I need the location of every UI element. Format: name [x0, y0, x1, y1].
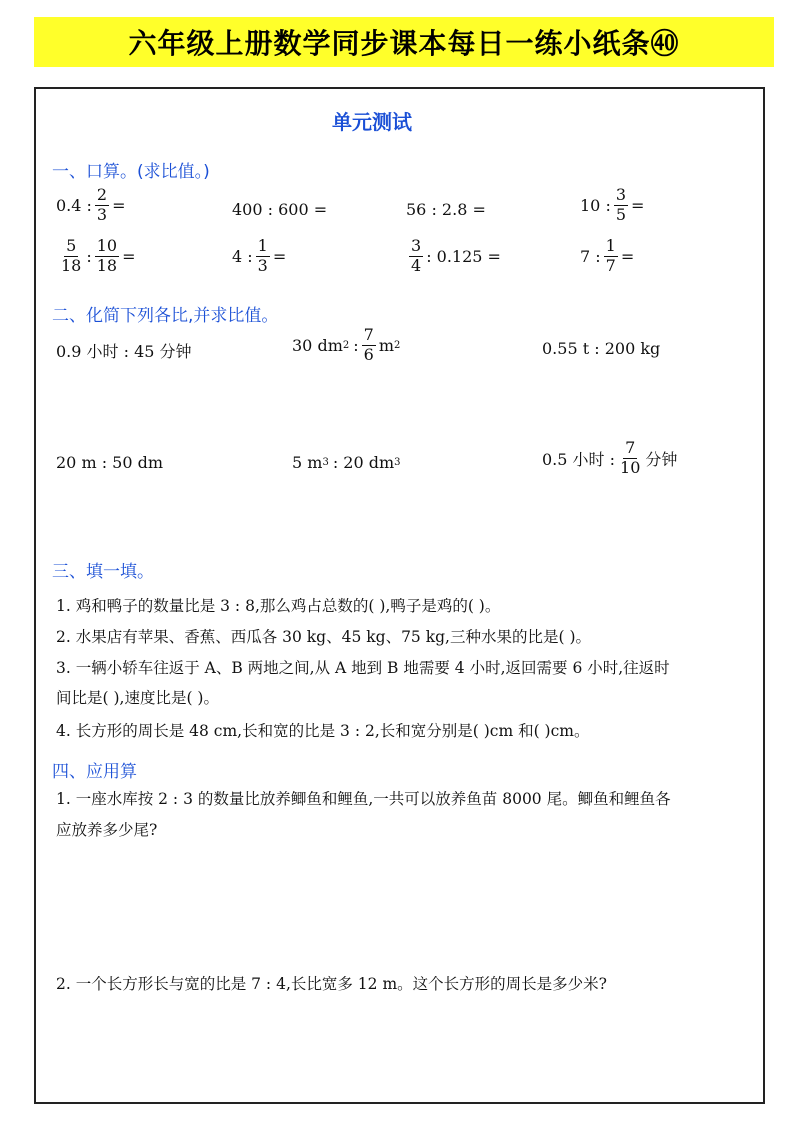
worksheet-title: 六年级上册数学同步课本每日一练小纸条㊵	[128, 27, 680, 60]
ratio-2-2: 5 m 3 : 20 dm 3	[292, 453, 401, 472]
fraction: $\frac{7}{10}$	[620, 438, 641, 477]
calc-1-2: 400 : 600 =	[232, 200, 328, 219]
header-banner	[34, 17, 774, 67]
word-problem-1-line-2: 应放养多少尾?	[56, 821, 158, 839]
calc-2-2: 4 : $\frac{1}{3}$ =	[232, 236, 287, 275]
calc-2-1: $\frac{5}{18}$ : $\frac{10}{18}$ =	[61, 236, 136, 275]
fraction: $\frac{7}{6}$	[363, 325, 374, 364]
section-4-heading: 四、应用算	[52, 762, 137, 782]
fraction: $\frac{2}{3}$	[96, 185, 108, 224]
calc-1-1: 0.4 : $\frac{2}{3}$ =	[56, 185, 126, 224]
ratio-1-3: 0.55 t : 200 kg	[542, 339, 661, 358]
ratio-2-1: 20 m : 50 dm	[56, 453, 164, 472]
ratio-1-2: 30 dm 2 : $\frac{7}{6}$ m 2	[292, 325, 401, 364]
fraction: $\frac{3}{4}$	[411, 236, 422, 275]
word-problem-1-line-1: 1. 一座水库按 2 : 3 的数量比放养鲫鱼和鲤鱼,一共可以放养鱼苗 8000 尾。鲫鱼和鲤鱼各	[56, 790, 671, 808]
calc-1-1-lead: 0.4 :	[56, 195, 92, 215]
section-3-heading: 三、填一填。	[52, 562, 154, 582]
fraction: $\frac{10}{18}$	[96, 236, 118, 275]
fraction: $\frac{1}{7}$	[605, 236, 616, 275]
fill-question-4: 4. 长方形的周长是 48 cm,长和宽的比是 3 : 2,长和宽分别是( )cm 和( )cm。	[56, 722, 590, 740]
ratio-1-1: 0.9 小时 : 45 分钟	[56, 342, 192, 361]
section-1-heading: 一、口算。(求比值。)	[52, 162, 210, 182]
calc-2-3: $\frac{3}{4}$ : 0.125 =	[411, 236, 501, 275]
calc-2-4: 7 : $\frac{1}{7}$ =	[580, 236, 635, 275]
fraction: $\frac{3}{5}$	[615, 185, 627, 224]
unit-test-title: 单元测试	[332, 110, 412, 134]
fill-question-3-line-1: 3. 一辆小轿车往返于 A、B 两地之间,从 A 地到 B 地需要 4 小时,返回需要 6 小时,往返时	[56, 659, 670, 677]
worksheet-sheet	[34, 87, 765, 1104]
calc-1-3: 56 : 2.8 =	[406, 200, 486, 219]
section-2-heading: 二、化简下列各比,并求比值。	[52, 306, 279, 326]
calc-1-4: 10 : $\frac{3}{5}$ =	[580, 185, 645, 224]
fraction: $\frac{1}{3}$	[257, 236, 268, 275]
fraction: $\frac{5}{18}$	[61, 236, 82, 275]
fill-question-3-line-2: 间比是( ),速度比是( )。	[56, 689, 219, 707]
fill-question-2: 2. 水果店有苹果、香蕉、西瓜各 30 kg、45 kg、75 kg,三种水果的比是( )。	[56, 628, 591, 646]
fill-question-1: 1. 鸡和鸭子的数量比是 3 : 8,那么鸡占总数的( ),鸭子是鸡的( )。	[56, 597, 501, 615]
ratio-2-3: 0.5 小时 : $\frac{7}{10}$ 分钟	[542, 438, 678, 477]
word-problem-2: 2. 一个长方形长与宽的比是 7 : 4,长比宽多 12 m。这个长方形的周长是多少米?	[56, 975, 607, 993]
